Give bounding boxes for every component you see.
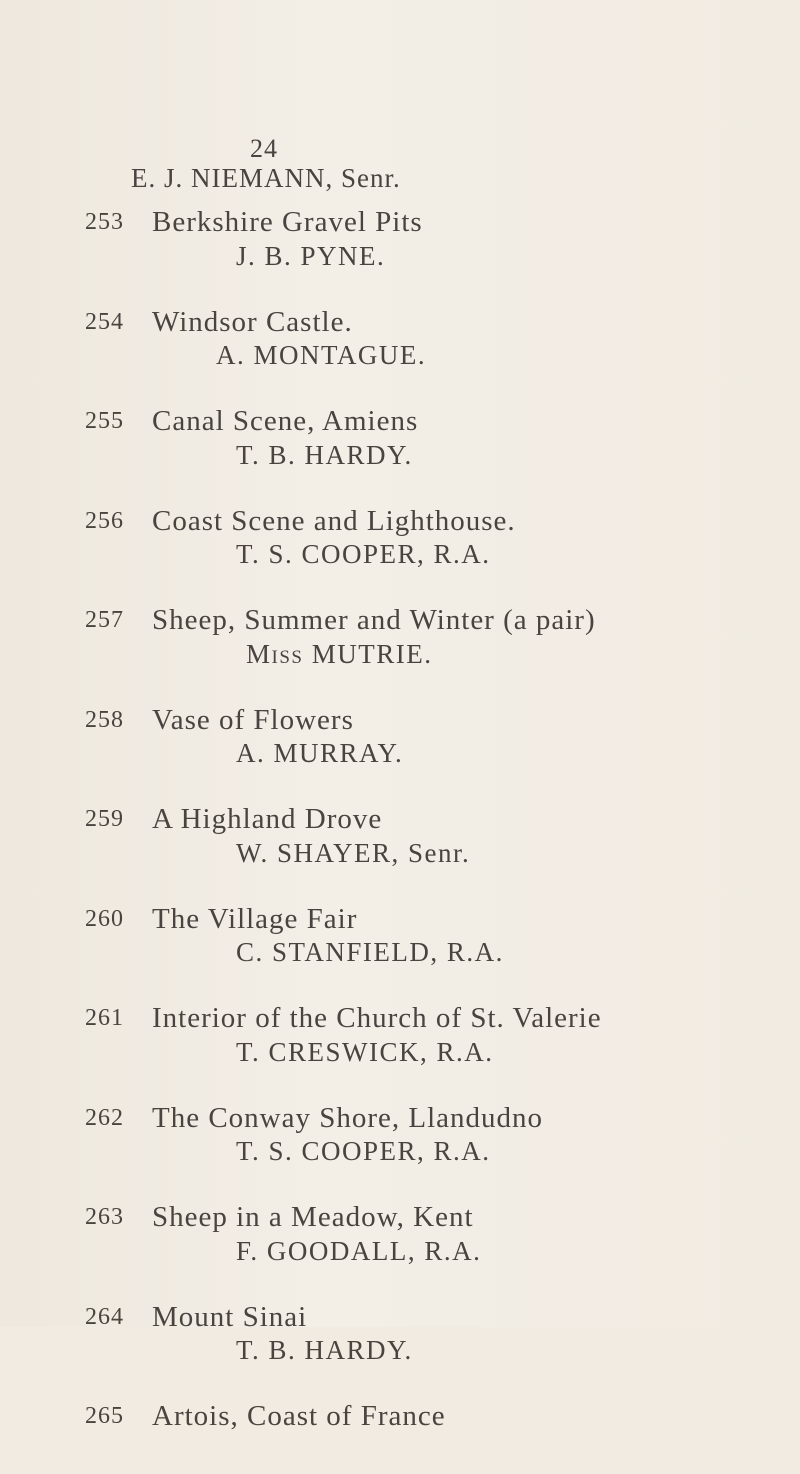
entry-title: Mount Sinai	[152, 1300, 308, 1333]
entry-title: Interior of the Church of St. Valerie	[152, 1002, 602, 1034]
entry-number: 261	[85, 1005, 124, 1031]
entry-title: Artois, Coast of France	[152, 1400, 446, 1432]
entry-number: 257	[85, 607, 124, 633]
entry-artist: F. GOODALL, R.A.	[236, 1235, 482, 1266]
entry-title: A Highland Drove	[152, 803, 383, 835]
entry-artist: T. S. COOPER, R.A.	[236, 539, 491, 569]
entry-number: 264	[85, 1303, 124, 1330]
entry-number: 253	[85, 209, 124, 235]
entry-artist: T. CRESWICK, R.A.	[236, 1036, 494, 1067]
entry-artist: W. SHAYER, Senr.	[236, 837, 471, 868]
entry-title: Sheep in a Meadow, Kent	[152, 1201, 474, 1233]
entry-number: 263	[85, 1204, 124, 1230]
page-number: 24	[250, 134, 278, 163]
entry-artist: T. S. COOPER, R.A.	[236, 1136, 491, 1166]
header-artist: E. J. NIEMANN, Senr.	[131, 163, 401, 193]
entry-artist: A. MURRAY.	[236, 738, 404, 768]
entry-artist: A. MONTAGUE.	[216, 340, 427, 370]
entry-number: 256	[85, 507, 124, 534]
entry-title: Canal Scene, Amiens	[152, 405, 419, 437]
entry-title: Vase of Flowers	[152, 703, 354, 736]
entry-number: 258	[85, 706, 124, 733]
entry-title: Windsor Castle.	[152, 305, 353, 338]
entry-number: 265	[85, 1403, 124, 1429]
entry-title: The Conway Shore, Llandudno	[152, 1101, 544, 1134]
entry-artist: T. B. HARDY.	[236, 1335, 413, 1365]
entry-artist: J. B. PYNE.	[236, 240, 386, 271]
entry-artist: C. STANFIELD, R.A.	[236, 937, 504, 967]
entry-title: The Village Fair	[152, 902, 358, 935]
entry-title: Coast Scene and Lighthouse.	[152, 504, 516, 537]
entry-number: 254	[85, 308, 124, 335]
entry-artist: T. B. HARDY.	[236, 439, 413, 470]
entry-title: Sheep, Summer and Winter (a pair)	[152, 604, 596, 636]
entry-artist: Miss MUTRIE.	[246, 638, 433, 669]
entry-number: 255	[85, 408, 124, 434]
catalogue-entry	[0, 172, 800, 280]
catalogue-entry	[0, 1335, 800, 1474]
entry-number: 262	[85, 1104, 124, 1131]
entry-title: Berkshire Gravel Pits	[152, 206, 423, 238]
entry-number: 259	[85, 806, 124, 832]
entry-number: 260	[85, 905, 124, 932]
